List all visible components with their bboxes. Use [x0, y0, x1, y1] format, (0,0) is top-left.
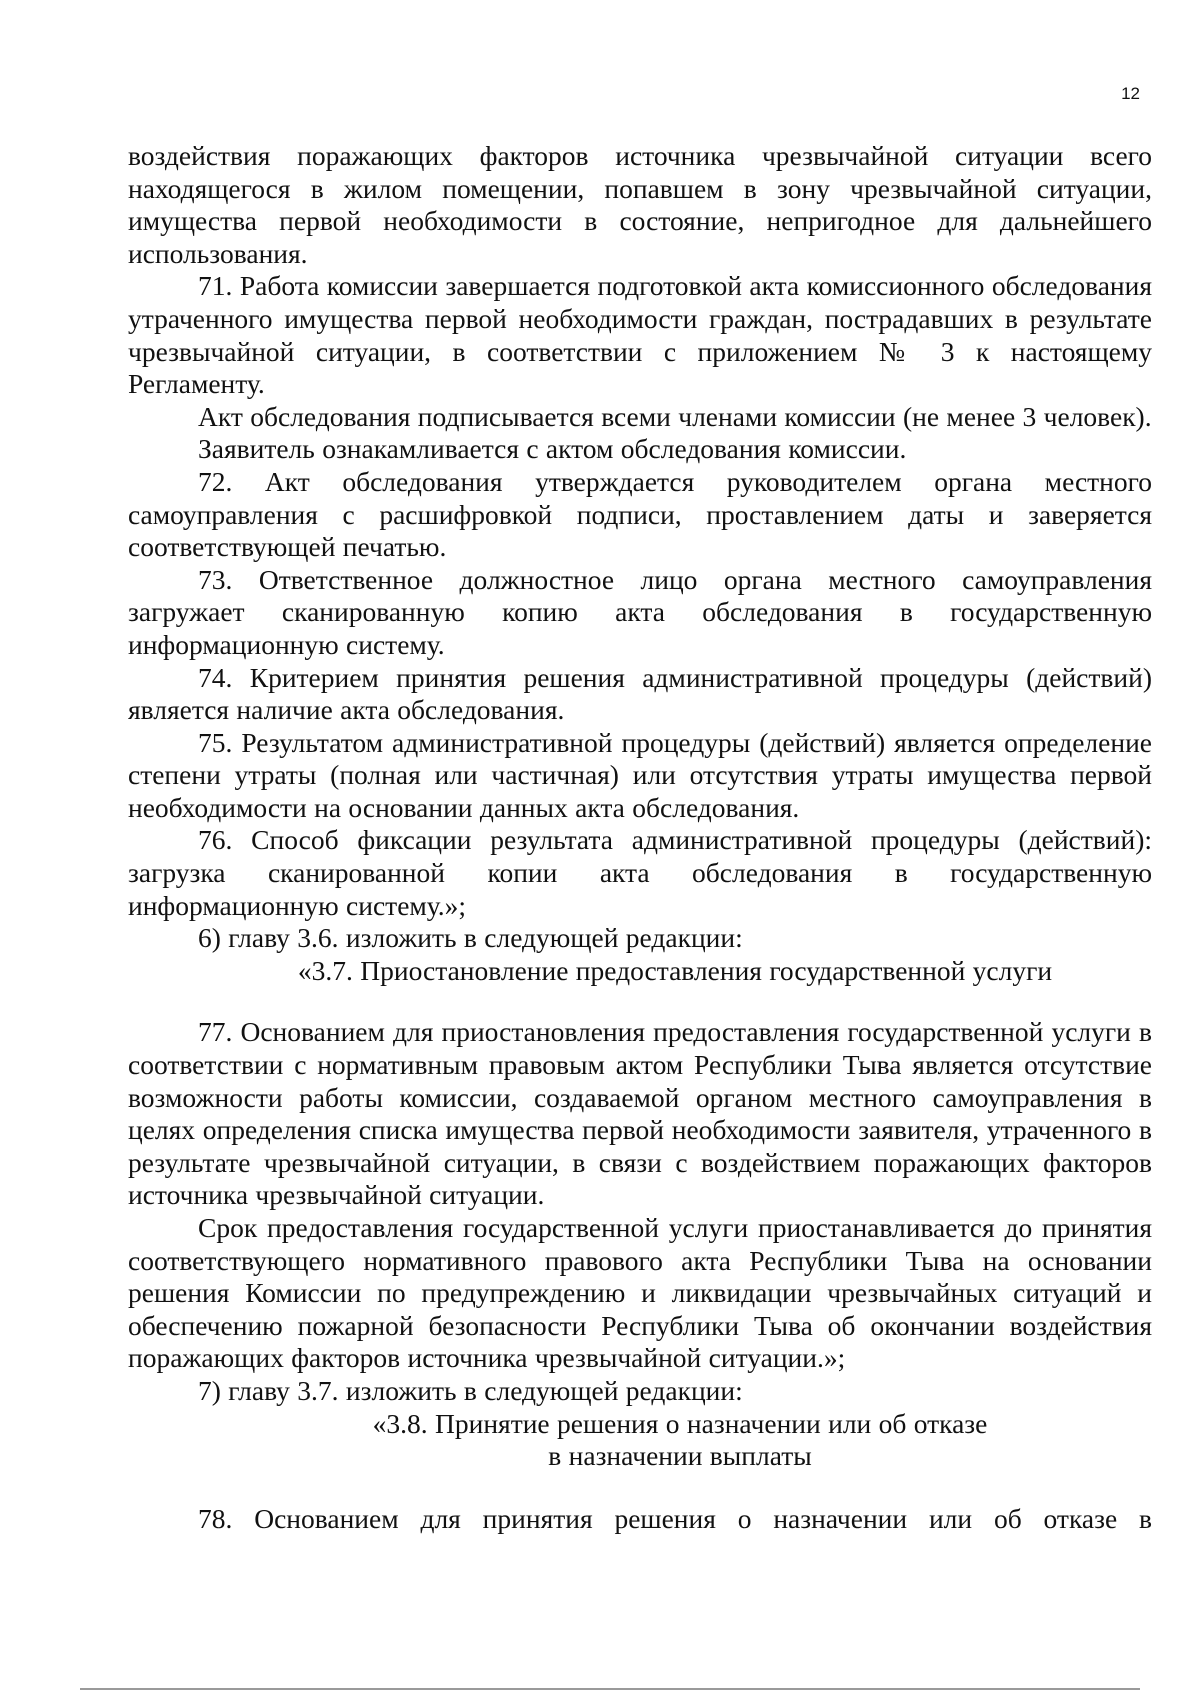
- paragraph: 7) главу 3.7. изложить в следующей редакции:: [198, 1374, 743, 1406]
- section-heading: «3.8. Принятие решения о назначении или об отказе: [372, 1407, 988, 1439]
- paragraph: 77. Основанием для приостановления предоставления государственной услуги в соответствии с нормативным правовым актом Республики Тыва является отсутствие возможности работы комиссии, создаваемой органом местного самоуправления в целях определения списка имущества первой необходимости заявителя, утраченного в результате чрезвычайной ситуации, в связи с воздействием поражающих факторов источника чрезвычайной ситуации.: [128, 1016, 1152, 1211]
- paragraph: 78. Основанием для принятия решения о назначении или об отказе в: [198, 1502, 1152, 1534]
- paragraph: 75. Результатом административной процедуры (действий) является определение степени утраты (полная или частичная) или отсутствия утраты имущества первой необходимости на основании данных акта обследования.: [128, 726, 1152, 823]
- bottom-rule: [80, 1688, 1140, 1690]
- paragraph: 72. Акт обследования утверждается руководителем органа местного самоуправления с расшифровкой подписи, проставлением даты и заверяется соответствующей печатью.: [128, 465, 1152, 563]
- section-heading: в назначении выплаты: [548, 1440, 812, 1472]
- section-heading: «3.7. Приостановление предоставления государственной услуги: [297, 954, 1053, 986]
- paragraph: Акт обследования подписывается всеми членами комиссии (не менее 3 человек).: [198, 400, 1152, 432]
- paragraph: Заявитель ознакамливается с актом обследования комиссии.: [198, 433, 907, 465]
- blank-line: [128, 1473, 1152, 1503]
- paragraph: 76. Способ фиксации результата административной процедуры (действий): загрузка сканированной копии акта обследования в государственную информационную систему.»;: [128, 824, 1152, 921]
- paragraph: 73. Ответственное должностное лицо органа местного самоуправления загружает сканированную копию акта обследования в государственную информационную систему.: [128, 563, 1152, 660]
- paragraph: 6) главу 3.6. изложить в следующей редакции:: [198, 922, 743, 954]
- paragraph: 74. Критерием принятия решения административной процедуры (действий) является наличие акта обследования.: [128, 661, 1152, 726]
- page-number: 12: [1121, 84, 1140, 103]
- blank-line: [128, 987, 1152, 1016]
- paragraph: 71. Работа комиссии завершается подготовкой акта комиссионного обследования утраченного имущества первой необходимости граждан, пострадавших в результате чрезвычайной ситуации, в соответствии с приложением № 3 к настоящему Регламенту.: [128, 270, 1152, 400]
- document-body: [128, 140, 1152, 1535]
- paragraph: Срок предоставления государственной услуги приостанавливается до принятия соответствующего нормативного правового акта Республики Тыва на основании решения Комиссии по предупреждению и ликвидации чрезвычайных ситуаций и обеспечению пожарной безопасности Республики Тыва об окончании воздействия поражающих факторов источника чрезвычайной ситуации.»;: [128, 1212, 1152, 1374]
- paragraph: воздействия поражающих факторов источника чрезвычайной ситуации всего находящегося в жилом помещении, попавшем в зону чрезвычайной ситуации, имущества первой необходимости в состояние, непригодное для дальнейшего использования.: [128, 140, 1152, 269]
